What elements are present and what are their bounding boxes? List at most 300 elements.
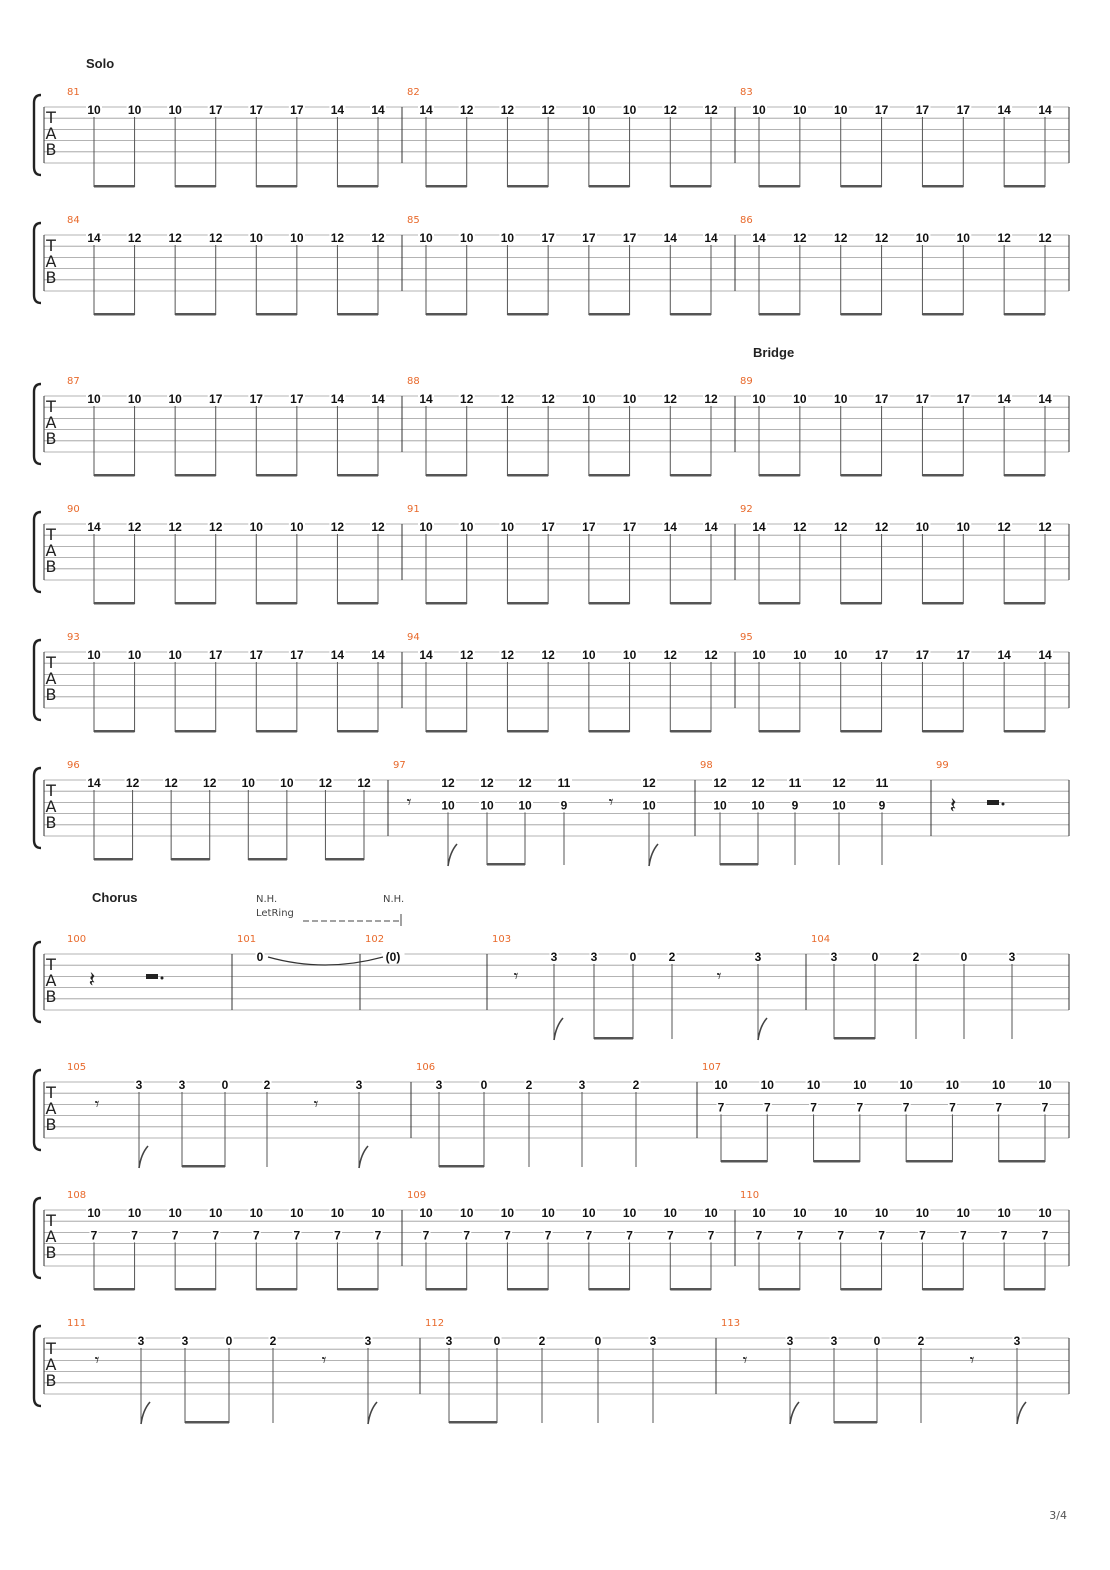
eighth-rest: 𝄾 xyxy=(94,1350,100,1371)
fret-number: 17 xyxy=(622,520,637,534)
fret-number: 10 xyxy=(793,103,807,117)
fret-number: 0 xyxy=(225,1334,233,1348)
fret-number: 14 xyxy=(87,520,101,534)
beam xyxy=(94,474,135,477)
beam xyxy=(834,1037,875,1040)
beam xyxy=(721,1160,767,1163)
tab-clef-letter: A xyxy=(45,541,57,560)
fret-number: 10 xyxy=(582,103,596,117)
fret-number: 12 xyxy=(168,231,182,245)
beam xyxy=(487,863,525,866)
fret-number: 3 xyxy=(135,1078,143,1092)
fret-number: 12 xyxy=(480,776,494,790)
fret-number: 7 xyxy=(837,1228,845,1243)
measure-number: 91 xyxy=(407,504,420,515)
fret-number: 10 xyxy=(168,1206,182,1220)
fret-number: 10 xyxy=(1038,1206,1052,1220)
measure-number: 113 xyxy=(721,1318,741,1329)
beam xyxy=(1004,313,1045,316)
fret-number: 10 xyxy=(832,798,846,813)
measure-number: 98 xyxy=(700,760,713,771)
fret-number: 0 xyxy=(871,950,879,964)
fret-number: 10 xyxy=(834,1206,848,1220)
beam xyxy=(325,858,364,861)
fret-number: 10 xyxy=(87,103,101,117)
fret-number: 17 xyxy=(915,648,930,662)
beam xyxy=(337,185,378,188)
fret-number: 2 xyxy=(538,1334,546,1348)
fret-number: 10 xyxy=(127,648,142,662)
beam xyxy=(94,858,133,861)
fret-number: 12 xyxy=(203,776,217,790)
fret-number: 17 xyxy=(956,392,970,406)
fret-number: 7 xyxy=(878,1228,885,1243)
fret-number: 14 xyxy=(330,392,345,406)
beam xyxy=(1004,602,1045,605)
fret-number: 7 xyxy=(504,1228,511,1243)
fret-number: 3 xyxy=(578,1078,586,1092)
beam xyxy=(906,1160,952,1163)
beam xyxy=(426,313,467,316)
beam xyxy=(175,602,216,605)
tab-clef-letter: B xyxy=(45,813,57,832)
measure-number: 88 xyxy=(407,376,420,387)
fret-number: 10 xyxy=(518,798,532,813)
fret-number: 3 xyxy=(754,950,762,964)
fret-number: 10 xyxy=(127,1206,142,1220)
fret-number: 7 xyxy=(919,1228,926,1243)
fret-number: 12 xyxy=(541,103,555,117)
beam xyxy=(175,474,216,477)
fret-number: 3 xyxy=(435,1078,443,1092)
beam xyxy=(589,602,630,605)
fret-number: 10 xyxy=(793,392,807,406)
beam xyxy=(834,1421,877,1424)
fret-number: 10 xyxy=(1038,1078,1052,1092)
section-label: Solo xyxy=(86,56,115,71)
fret-number: 10 xyxy=(834,392,848,406)
beam xyxy=(999,1160,1045,1163)
fret-number: 10 xyxy=(622,392,637,406)
note-flag xyxy=(790,1402,799,1424)
fret-number: 14 xyxy=(752,231,766,245)
beam xyxy=(94,1288,135,1291)
fret-number: 10 xyxy=(249,520,263,534)
fret-number: 14 xyxy=(87,776,101,790)
fret-number: 17 xyxy=(541,231,555,245)
fret-number: 10 xyxy=(713,798,727,813)
fret-number: 3 xyxy=(445,1334,453,1348)
measure-number: 101 xyxy=(237,934,257,945)
beam xyxy=(175,730,216,733)
note-flag xyxy=(359,1146,368,1168)
fret-number: 12 xyxy=(500,648,515,662)
fret-number: 10 xyxy=(704,1206,718,1220)
tab-clef-letter: B xyxy=(45,557,57,576)
fret-number: 12 xyxy=(663,392,677,406)
fret-number: 12 xyxy=(460,392,474,406)
tab-clef-letter: B xyxy=(45,1243,57,1262)
fret-number: 12 xyxy=(209,231,223,245)
beam xyxy=(759,474,800,477)
fret-number: 12 xyxy=(642,776,656,790)
rest-dot xyxy=(161,977,164,980)
fret-number: 7 xyxy=(252,1228,260,1243)
fret-number: 14 xyxy=(419,103,433,117)
tab-clef-letter: A xyxy=(45,1227,57,1246)
fret-number: 12 xyxy=(663,648,677,662)
fret-number: 14 xyxy=(1038,392,1052,406)
fret-number: 7 xyxy=(666,1228,674,1243)
tab-clef-letter: B xyxy=(45,140,57,159)
let-ring-label: LetRing xyxy=(256,908,294,919)
fret-number: 12 xyxy=(1038,520,1052,534)
beam xyxy=(759,313,800,316)
beam xyxy=(337,1288,378,1291)
fret-number: 14 xyxy=(997,648,1011,662)
tab-clef-letter: T xyxy=(46,108,56,127)
note-flag xyxy=(554,1018,563,1040)
beam xyxy=(670,185,711,188)
fret-number: 10 xyxy=(760,1078,774,1092)
fret-number: 7 xyxy=(131,1228,138,1243)
beam xyxy=(1004,1288,1045,1291)
fret-number: 14 xyxy=(371,103,385,117)
fret-number: 7 xyxy=(422,1228,430,1243)
tab-clef-letter: T xyxy=(46,236,56,255)
fret-number: 10 xyxy=(663,1206,677,1220)
fret-number: 10 xyxy=(419,1206,433,1220)
fret-number: 17 xyxy=(249,392,263,406)
beam xyxy=(589,1288,630,1291)
fret-number: 17 xyxy=(622,231,637,245)
beam xyxy=(1004,474,1045,477)
fret-number: 10 xyxy=(793,648,807,662)
fret-number: 17 xyxy=(582,520,596,534)
beam xyxy=(1004,730,1045,733)
beam xyxy=(670,313,711,316)
fret-number: 10 xyxy=(500,520,515,534)
fret-number: 14 xyxy=(704,231,718,245)
fret-number: 10 xyxy=(622,648,637,662)
beam xyxy=(759,730,800,733)
fret-number: 14 xyxy=(997,103,1011,117)
fret-number: 7 xyxy=(763,1100,771,1115)
tab-system xyxy=(34,1062,1069,1168)
fret-number: 10 xyxy=(997,1206,1011,1220)
tab-system xyxy=(34,376,1069,477)
beam xyxy=(256,1288,297,1291)
beam xyxy=(256,474,297,477)
beam xyxy=(922,474,963,477)
fret-number: 0 xyxy=(493,1334,501,1348)
fret-number: 9 xyxy=(791,798,799,813)
fret-number: 10 xyxy=(752,1206,766,1220)
tab-clef-letter: T xyxy=(46,653,56,672)
fret-number: 17 xyxy=(874,103,889,117)
measure-number: 97 xyxy=(393,760,406,771)
system-bracket xyxy=(34,640,41,720)
tab-clef-letter: A xyxy=(45,971,57,990)
beam xyxy=(922,313,963,316)
beam xyxy=(589,474,630,477)
fret-number: 10 xyxy=(480,798,494,813)
tab-system xyxy=(34,504,1069,605)
fret-number: 3 xyxy=(1008,950,1016,964)
fret-number: 3 xyxy=(355,1078,363,1092)
fret-number: 12 xyxy=(834,231,848,245)
tab-clef-letter: B xyxy=(45,987,57,1006)
fret-number: 10 xyxy=(87,648,101,662)
note-flag xyxy=(758,1018,767,1040)
beam xyxy=(256,602,297,605)
tab-clef-letter: T xyxy=(46,1211,56,1230)
tab-clef-letter: B xyxy=(45,685,57,704)
fret-number: 12 xyxy=(318,776,333,790)
quarter-rest: 𝄽 xyxy=(88,968,96,993)
system-bracket xyxy=(34,223,41,303)
beam xyxy=(94,185,135,188)
system-bracket xyxy=(34,942,41,1022)
fret-number: 14 xyxy=(330,648,345,662)
note-flag xyxy=(1017,1402,1026,1424)
fret-number: 10 xyxy=(752,103,766,117)
fret-number: 12 xyxy=(793,520,807,534)
beam xyxy=(670,1288,711,1291)
beam xyxy=(841,313,882,316)
fret-number: 7 xyxy=(959,1228,967,1243)
half-rest xyxy=(146,974,158,979)
fret-number: 7 xyxy=(902,1100,910,1115)
fret-number: 10 xyxy=(209,1206,223,1220)
fret-number: 14 xyxy=(1038,103,1052,117)
fret-number: 7 xyxy=(755,1228,763,1243)
fret-number: 12 xyxy=(518,776,532,790)
beam xyxy=(841,730,882,733)
fret-number: 10 xyxy=(500,231,515,245)
fret-number: 10 xyxy=(127,103,142,117)
fret-number: 12 xyxy=(874,231,889,245)
measure-number: 84 xyxy=(67,215,80,226)
fret-number: 3 xyxy=(649,1334,657,1348)
beam xyxy=(670,602,711,605)
fret-number: 12 xyxy=(371,231,385,245)
beam xyxy=(185,1421,229,1424)
beam xyxy=(449,1421,497,1424)
fret-number: 12 xyxy=(704,648,718,662)
fret-number: 12 xyxy=(704,103,718,117)
fret-number: 10 xyxy=(460,520,474,534)
tab-system xyxy=(34,215,1069,316)
tab-system xyxy=(34,1318,1069,1424)
beam xyxy=(337,602,378,605)
fret-number: 7 xyxy=(212,1228,220,1243)
beam xyxy=(507,313,548,316)
fret-number: 10 xyxy=(419,231,433,245)
fret-number: 12 xyxy=(1038,231,1052,245)
beam xyxy=(426,474,467,477)
measure-number: 106 xyxy=(416,1062,436,1073)
fret-number: 3 xyxy=(786,1334,794,1348)
fret-number: 10 xyxy=(915,1206,930,1220)
fret-number: 10 xyxy=(127,392,142,406)
rest-dot xyxy=(1002,803,1005,806)
fret-number: 7 xyxy=(949,1100,956,1115)
beam xyxy=(594,1037,633,1040)
fret-number: 10 xyxy=(290,1206,304,1220)
fret-number: 2 xyxy=(263,1078,271,1092)
beam xyxy=(507,1288,548,1291)
fret-number: 17 xyxy=(290,648,304,662)
beam xyxy=(337,313,378,316)
fret-number: 7 xyxy=(856,1100,864,1115)
beam xyxy=(922,730,963,733)
fret-number: 2 xyxy=(525,1078,533,1092)
tab-system xyxy=(34,934,1069,1040)
measure-number: 103 xyxy=(492,934,512,945)
beam xyxy=(175,1288,216,1291)
measure-number: 110 xyxy=(740,1190,760,1201)
fret-number: 14 xyxy=(371,392,385,406)
fret-number: 10 xyxy=(241,776,255,790)
beam xyxy=(922,602,963,605)
fret-number: 0 xyxy=(960,950,968,964)
fret-number: 10 xyxy=(793,1206,807,1220)
beam xyxy=(759,1288,800,1291)
note-flag xyxy=(139,1146,148,1168)
beam xyxy=(248,858,287,861)
fret-number: 0 xyxy=(873,1334,881,1348)
fret-number: 7 xyxy=(707,1228,715,1243)
beam xyxy=(94,602,135,605)
measure-number: 104 xyxy=(811,934,831,945)
fret-number: 14 xyxy=(419,648,433,662)
page-number: 3/4 xyxy=(1049,1509,1067,1522)
beam xyxy=(439,1165,484,1168)
system-bracket xyxy=(34,512,41,592)
beam xyxy=(507,185,548,188)
beam xyxy=(94,313,135,316)
measure-number: 83 xyxy=(740,87,753,98)
tab-clef-letter: A xyxy=(45,252,57,271)
fret-number: 7 xyxy=(463,1228,471,1243)
fret-number: 12 xyxy=(832,776,846,790)
measure-number: 90 xyxy=(67,504,80,515)
fret-number: 12 xyxy=(541,648,555,662)
fret-number: 2 xyxy=(912,950,920,964)
beam xyxy=(337,730,378,733)
tab-clef-letter: A xyxy=(45,1355,57,1374)
tab-clef-letter: T xyxy=(46,525,56,544)
fret-number: 12 xyxy=(127,231,142,245)
measure-number: 112 xyxy=(425,1318,445,1329)
system-bracket xyxy=(34,384,41,464)
fret-number: 0 xyxy=(629,950,637,964)
beam xyxy=(1004,185,1045,188)
tab-clef-letter: A xyxy=(45,669,57,688)
fret-number: 17 xyxy=(209,648,223,662)
fret-number: 11 xyxy=(557,776,571,790)
fret-number: 0 xyxy=(256,950,264,964)
measure-number: 107 xyxy=(702,1062,722,1073)
beam xyxy=(814,1160,860,1163)
measure-number: 99 xyxy=(936,760,949,771)
fret-number: 12 xyxy=(164,776,178,790)
tie xyxy=(268,957,383,965)
fret-number: 14 xyxy=(330,103,345,117)
fret-number: 12 xyxy=(500,103,515,117)
fret-number: 14 xyxy=(371,648,385,662)
beam xyxy=(171,858,210,861)
beam xyxy=(589,730,630,733)
beam xyxy=(841,185,882,188)
fret-number: 12 xyxy=(793,231,807,245)
fret-number: 14 xyxy=(663,520,677,534)
fret-number: 7 xyxy=(293,1228,301,1243)
fret-number: 10 xyxy=(460,1206,474,1220)
fret-number: 10 xyxy=(168,103,182,117)
fret-number: 10 xyxy=(834,103,848,117)
beam xyxy=(337,474,378,477)
fret-number: 10 xyxy=(249,231,263,245)
measure-number: 82 xyxy=(407,87,420,98)
fret-number: 12 xyxy=(663,103,677,117)
fret-number: 17 xyxy=(249,648,263,662)
system-bracket xyxy=(34,1326,41,1406)
fret-number: 10 xyxy=(582,392,596,406)
measure-number: 92 xyxy=(740,504,753,515)
fret-number: 7 xyxy=(626,1228,633,1243)
fret-number: 17 xyxy=(209,392,223,406)
fret-number: 7 xyxy=(90,1228,98,1243)
fret-number: 10 xyxy=(330,1206,345,1220)
fret-number: 10 xyxy=(290,520,304,534)
eighth-rest: 𝄾 xyxy=(513,966,519,987)
beam xyxy=(841,1288,882,1291)
fret-number: 17 xyxy=(290,103,304,117)
fret-number: 10 xyxy=(541,1206,555,1220)
beam xyxy=(507,474,548,477)
fret-number: 12 xyxy=(541,392,555,406)
fret-number: 12 xyxy=(357,776,371,790)
fret-number: 3 xyxy=(137,1334,145,1348)
fret-number: 10 xyxy=(945,1078,960,1092)
fret-number: 7 xyxy=(585,1228,593,1243)
section-label: Bridge xyxy=(753,345,795,360)
fret-number: 7 xyxy=(1000,1228,1008,1243)
fret-number: 10 xyxy=(168,648,182,662)
beam xyxy=(256,185,297,188)
fret-number: 3 xyxy=(550,950,558,964)
fret-number: 10 xyxy=(622,103,637,117)
fret-number: 12 xyxy=(751,776,765,790)
fret-number: 10 xyxy=(441,798,455,813)
fret-number: 10 xyxy=(806,1078,821,1092)
tab-system xyxy=(34,760,1069,866)
fret-number: 10 xyxy=(915,520,930,534)
fret-number: 10 xyxy=(168,392,182,406)
beam xyxy=(589,185,630,188)
fret-number: 7 xyxy=(544,1228,552,1243)
fret-number: (0) xyxy=(385,950,401,964)
tab-clef-letter: A xyxy=(45,124,57,143)
fret-number: 12 xyxy=(330,231,345,245)
fret-number: 2 xyxy=(917,1334,925,1348)
measure-number: 89 xyxy=(740,376,753,387)
measure-number: 105 xyxy=(67,1062,87,1073)
fret-number: 10 xyxy=(956,520,970,534)
fret-number: 0 xyxy=(221,1078,229,1092)
